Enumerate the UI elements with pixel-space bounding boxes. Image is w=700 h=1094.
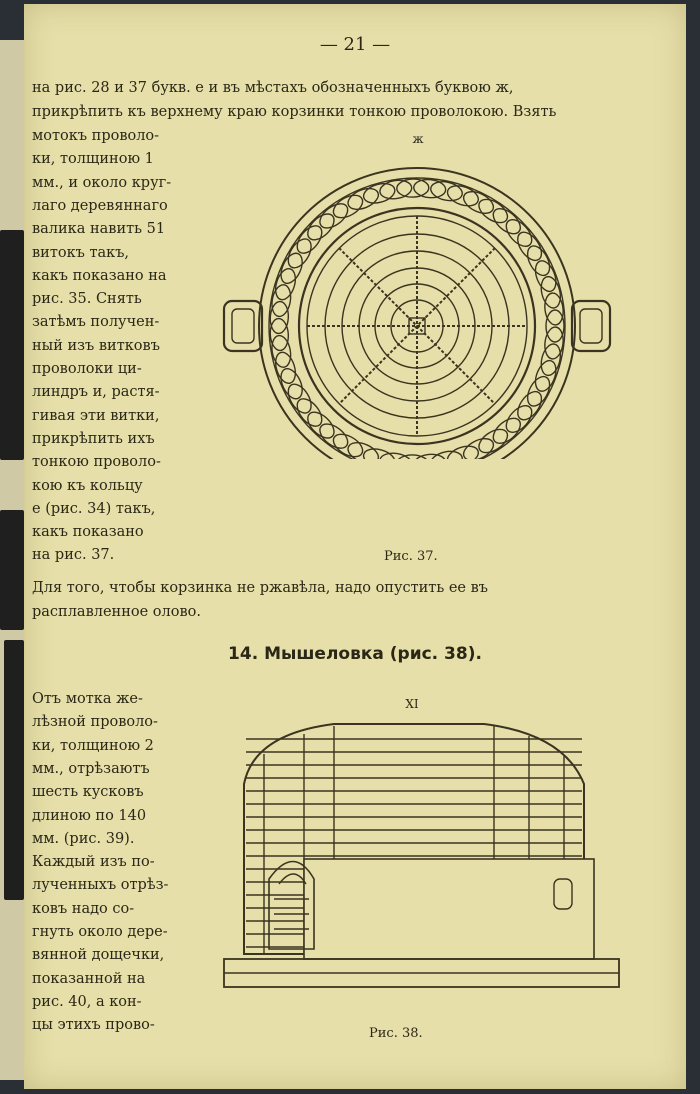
- text-line: ки, толщиною 2: [32, 737, 154, 754]
- text-line: рис. 35. Снять: [32, 291, 142, 308]
- text-line: цы этихъ прово-: [32, 1017, 155, 1034]
- text-line: кою къ кольцу: [32, 477, 143, 494]
- figure-38-mousetrap: [194, 694, 634, 1029]
- text-line: мм., отрѣзаютъ: [32, 760, 150, 777]
- text-line: Отъ мотка же-: [32, 691, 143, 707]
- text-line: лѣзной проволо-: [32, 714, 158, 731]
- text-line: длиною по 140: [32, 807, 147, 824]
- text-line: ковъ надо со-: [32, 900, 135, 917]
- text-line: валика навить 51: [32, 221, 166, 238]
- text-line: Каждый изъ по-: [32, 854, 155, 871]
- text-line: рис. 40, а кон-: [32, 993, 142, 1010]
- text-line: е (рис. 34) такъ,: [32, 500, 156, 517]
- section-heading: 14. Мышеловка (рис. 38).: [228, 644, 482, 664]
- text-line: мотокъ проволо-: [32, 128, 160, 144]
- text-line: линдръ и, растя-: [32, 384, 160, 401]
- text-line: показанной на: [32, 970, 146, 987]
- text-line: прикрѣпить къ верхнему краю корзинки тонкою проволокою. Взять: [32, 104, 557, 120]
- text-line: какъ показано: [32, 524, 144, 541]
- text-line: проволоки ци-: [32, 361, 142, 377]
- text-line: прикрѣпить ихъ: [32, 430, 155, 447]
- page-number: — 21 —: [319, 34, 391, 55]
- text-line: Для того, чтобы корзинка не ржавѣла, надо опустить ее въ: [32, 580, 488, 596]
- text-line: мм. (рис. 39).: [32, 830, 135, 847]
- text-line: лаго деревяннаго: [32, 197, 168, 214]
- figure-38-caption: Рис. 38.: [369, 1026, 423, 1041]
- figure-38-label-xi: XI: [405, 697, 419, 711]
- text-line: ный изъ витковъ: [32, 337, 160, 354]
- text-line: ки, толщиною 1: [32, 151, 154, 168]
- text-line: гнуть около дере-: [32, 924, 168, 940]
- text-line: мм., и около круг-: [32, 174, 172, 191]
- text-line: затѣмъ получен-: [32, 314, 160, 331]
- figure-37-caption: Рис. 37.: [384, 549, 438, 564]
- text-line: расплавленное олово.: [32, 604, 201, 620]
- text-line: на рис. 37.: [32, 547, 115, 564]
- figure-37-basket: [192, 129, 642, 459]
- text-line: лученныхъ отрѣз-: [32, 877, 169, 894]
- figure-37-label-zh: ж: [412, 132, 424, 146]
- previous-page-edge: [0, 40, 26, 1080]
- text-line: шесть кусковъ: [32, 784, 144, 801]
- text-line: какъ показано на: [32, 267, 167, 284]
- text-line: на рис. 28 и 37 букв. е и въ мѣстахъ обозначенныхъ буквою ж,: [32, 80, 514, 96]
- text-line: вянной дощечки,: [32, 947, 165, 964]
- text-line: тонкою проволо-: [32, 454, 161, 471]
- text-line: гивая эти витки,: [32, 407, 160, 424]
- text-line: витокъ такъ,: [32, 244, 130, 261]
- book-page: [24, 4, 686, 1089]
